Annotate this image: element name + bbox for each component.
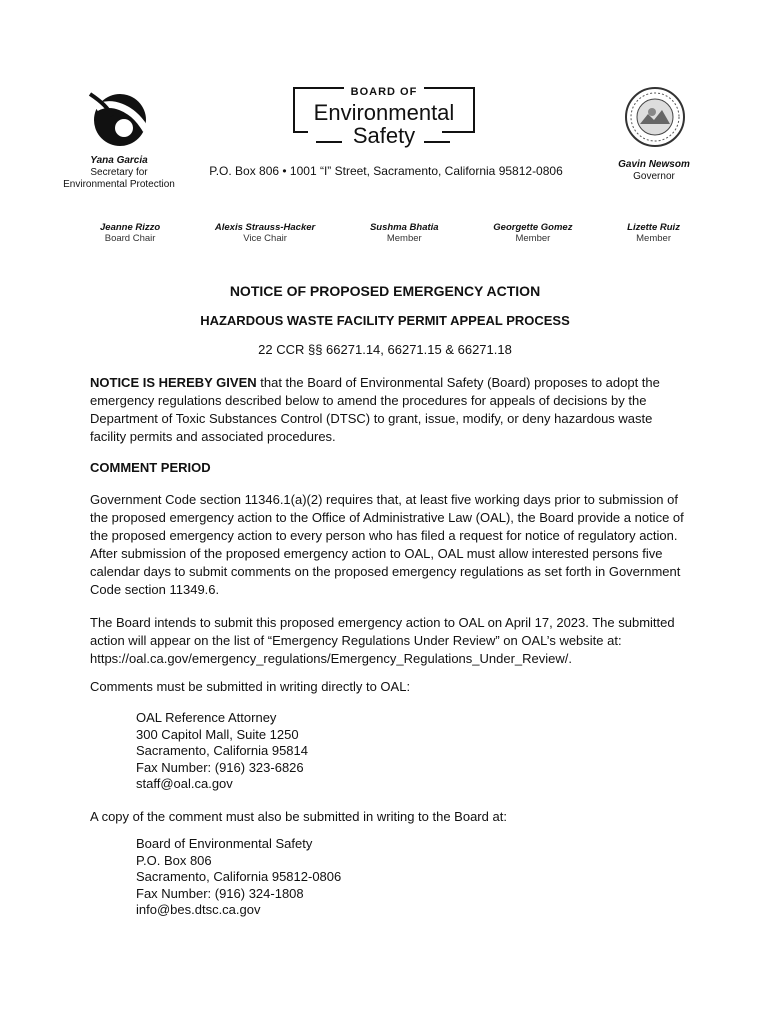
notice-citation: 22 CCR §§ 66271.14, 66271.15 & 66271.18 — [258, 342, 512, 357]
board-member — [100, 222, 160, 244]
board-logo-main: Environmental — [313, 100, 455, 125]
intro-bold: NOTICE IS HEREBY GIVEN — [90, 375, 257, 390]
board-member — [370, 222, 439, 244]
member-name: Lizette Ruiz — [627, 222, 680, 233]
board-address-line: P.O. Box 806 • 1001 “I” Street, Sacramento, California 95812-0806 — [209, 164, 563, 178]
address-line: OAL Reference Attorney — [136, 710, 277, 725]
member-name: Alexis Strauss-Hacker — [214, 222, 316, 233]
address-line: P.O. Box 806 — [136, 852, 212, 868]
governor-block — [604, 159, 704, 183]
member-role: Member — [636, 233, 671, 244]
board-member — [493, 222, 572, 244]
address-line: Sacramento, California 95814 — [136, 743, 308, 758]
member-role: Member — [386, 233, 422, 244]
notice-subtitle: HAZARDOUS WASTE FACILITY PERMIT APPEAL PROCESS — [200, 313, 570, 328]
board-address — [136, 836, 341, 919]
member-name: Jeanne Rizzo — [100, 222, 161, 233]
state-seal-icon — [624, 86, 686, 148]
board-logo-sub: Safety — [352, 123, 416, 148]
member-role: Board Chair — [104, 233, 156, 244]
comment-period-heading: COMMENT PERIOD — [90, 460, 211, 475]
secretary-block — [44, 155, 194, 191]
email-address: staff@oal.ca.gov — [136, 776, 233, 791]
address-line: Fax Number: (916) 323-6826 — [136, 759, 304, 775]
secretary-title-line1: Secretary for — [90, 167, 148, 178]
address-line: Sacramento, California 95812-0806 — [136, 869, 342, 884]
member-name: Georgette Gomez — [493, 222, 573, 233]
copy-board-paragraph: A copy of the comment must also be submitted in writing to the Board at: — [90, 809, 507, 824]
governor-name: Gavin Newsom — [618, 159, 690, 170]
member-name: Sushma Bhatia — [369, 222, 439, 233]
email-address: info@bes.dtsc.ca.gov — [136, 902, 261, 917]
comments-oal-paragraph: Comments must be submitted in writing directly to OAL: — [90, 679, 411, 694]
board-logo — [292, 86, 476, 150]
board-member — [215, 222, 315, 244]
board-member — [627, 222, 680, 244]
member-role: Member — [515, 233, 551, 244]
gov-code-paragraph: Government Code section 11346.1(a)(2) requires that, at least five working days prior to submission of the proposed emergency action to the Office of Administrative Law (OAL), the Board provide a notice of the proposed emergency action to every person who has filed a request for notice of regulatory action. After submission of the proposed emergency action to OAL, OAL must allow interested persons five calendar days to submit comments on the proposed emergency regulations as set forth in Government Code section 11349.6. — [90, 492, 684, 597]
intent-paragraph: The Board intends to submit this proposed emergency action to OAL on April 17, 2023. The submitted action will appear on the list of “Emergency Regulations Under Review” on OAL’s website at: https://oal.ca.gov/emergency_regulations/Emergency_Regulations_Under_Review/. — [90, 615, 675, 666]
intro-paragraph — [90, 374, 690, 446]
board-members — [100, 222, 680, 244]
address-line: Fax Number: (916) 324-1808 — [136, 885, 304, 901]
calepa-logo — [88, 86, 152, 150]
secretary-title-line2: Environmental Protection — [63, 179, 175, 190]
intro-text: that the Board of Environmental Safety (Board) proposes to adopt the emergency regulations described below to amend the procedures for appeals of decisions by the Department of Toxic Substances Control (DTSC) to grant, issue, modify, or deny hazardous waste facility permits and associated procedures. — [90, 375, 660, 444]
member-role: Vice Chair — [243, 233, 287, 244]
board-logo-top: BOARD OF — [350, 86, 418, 98]
governor-title: Governor — [633, 171, 675, 182]
notice-title: NOTICE OF PROPOSED EMERGENCY ACTION — [229, 283, 541, 299]
oal-address — [136, 710, 308, 793]
address-line: Board of Environmental Safety — [136, 836, 313, 851]
address-line: 300 Capitol Mall, Suite 1250 — [136, 726, 299, 742]
secretary-name: Yana Garcia — [90, 155, 148, 166]
